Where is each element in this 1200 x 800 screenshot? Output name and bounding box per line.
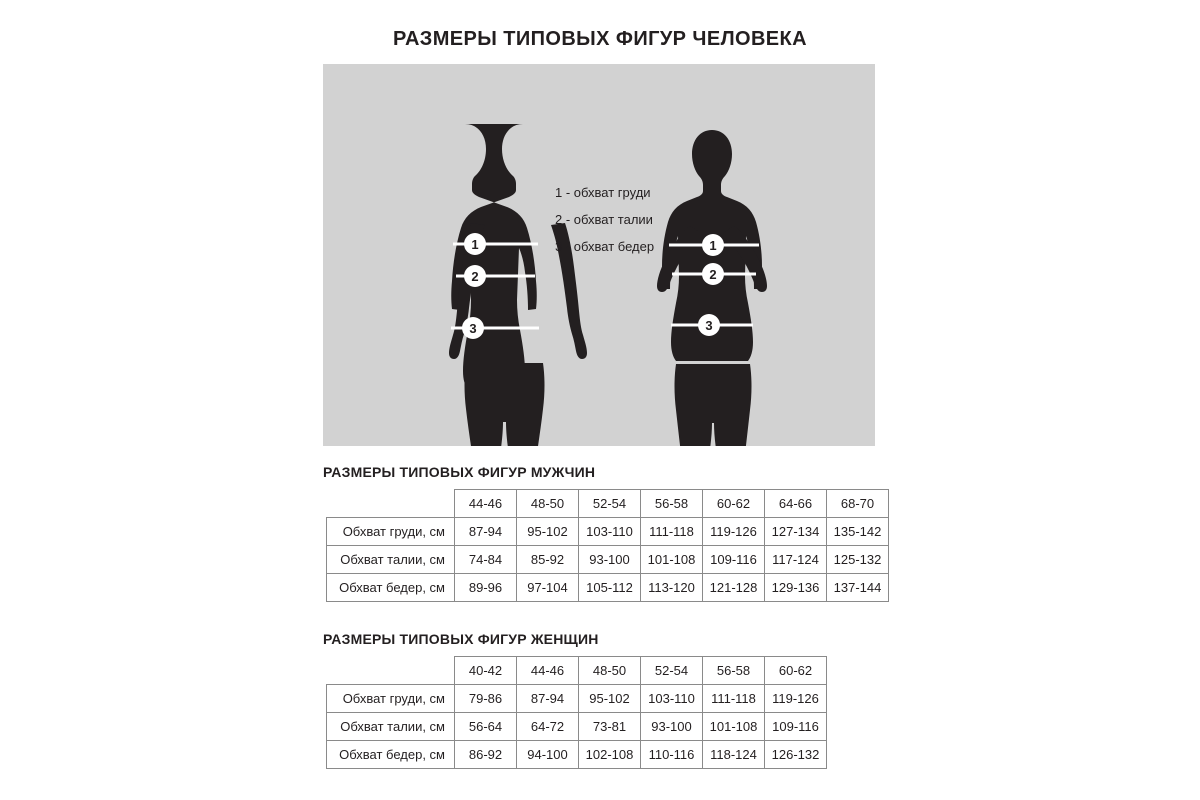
male-marker-1 [464,233,486,255]
table-row [327,518,889,546]
female-marker-2 [702,263,724,285]
svg-text:2: 2 [471,269,479,284]
table-cell: 135-142 [827,518,889,546]
men-size-table [326,489,889,602]
table-cell: 93-100 [579,546,641,574]
column-header: 52-54 [579,490,641,518]
column-header: 60-62 [703,490,765,518]
row-header: Обхват груди, см [327,518,455,546]
page-title: РАЗМЕРЫ ТИПОВЫХ ФИГУР ЧЕЛОВЕКА [392,28,807,50]
column-header: 64-66 [765,490,827,518]
figures-panel [323,64,875,446]
table-cell: 109-116 [765,713,827,741]
table-cell: 110-116 [641,741,703,769]
table-cell: 118-124 [703,741,765,769]
column-header: 48-50 [517,490,579,518]
female-figure-silhouette [657,130,767,446]
column-header: 68-70 [827,490,889,518]
table-row [327,546,889,574]
table-cell: 119-126 [703,518,765,546]
table-cell: 74-84 [455,546,517,574]
row-header: Обхват бедер, см [327,741,455,769]
table-cell: 86-92 [455,741,517,769]
table-row [327,574,889,602]
table-cell: 101-108 [641,546,703,574]
table-cell: 89-96 [455,574,517,602]
table-cell: 87-94 [455,518,517,546]
column-header: 56-58 [641,490,703,518]
table-cell: 119-126 [765,685,827,713]
row-header: Обхват груди, см [327,685,455,713]
table-header-row [327,657,827,685]
table-cell: 102-108 [579,741,641,769]
svg-text:3: 3 [705,318,713,333]
row-header: Обхват талии, см [327,546,455,574]
table-cell: 101-108 [703,713,765,741]
table-cell: 103-110 [641,685,703,713]
table-header-row [327,490,889,518]
column-header: 56-58 [703,657,765,685]
table-cell: 127-134 [765,518,827,546]
table-cell: 105-112 [579,574,641,602]
table-cell: 103-110 [579,518,641,546]
table-cell: 97-104 [517,574,579,602]
table-cell: 64-72 [517,713,579,741]
table-row [327,741,827,769]
table-corner-cell [327,490,455,518]
table-cell: 85-92 [517,546,579,574]
svg-text:3: 3 [469,321,477,336]
table-row [327,713,827,741]
table-cell: 87-94 [517,685,579,713]
table-cell: 109-116 [703,546,765,574]
table-cell: 111-118 [703,685,765,713]
table-cell: 93-100 [641,713,703,741]
svg-text:1: 1 [471,237,479,252]
svg-text:2: 2 [709,267,717,282]
legend-item-chest: 1 - обхват груди [555,185,651,200]
female-marker-1 [702,234,724,256]
measurement-legend [555,179,654,260]
female-marker-3 [698,314,720,336]
column-header: 48-50 [579,657,641,685]
legend-item-waist: 2 - обхват талии [555,212,653,227]
legend-item-hips: 3 - обхват бедер [555,239,655,254]
table-cell: 56-64 [455,713,517,741]
table-cell: 137-144 [827,574,889,602]
men-section-title: РАЗМЕРЫ ТИПОВЫХ ФИГУР МУЖЧИН [323,464,596,480]
male-marker-2 [464,265,486,287]
table-cell: 95-102 [579,685,641,713]
table-corner-cell [327,657,455,685]
table-cell: 121-128 [703,574,765,602]
row-header: Обхват талии, см [327,713,455,741]
women-section-title: РАЗМЕРЫ ТИПОВЫХ ФИГУР ЖЕНЩИН [323,631,599,647]
row-header: Обхват бедер, см [327,574,455,602]
table-cell: 94-100 [517,741,579,769]
table-cell: 129-136 [765,574,827,602]
table-cell: 73-81 [579,713,641,741]
column-header: 44-46 [517,657,579,685]
women-size-table [326,656,827,769]
column-header: 52-54 [641,657,703,685]
column-header: 40-42 [455,657,517,685]
column-header: 44-46 [455,490,517,518]
table-cell: 111-118 [641,518,703,546]
table-cell: 95-102 [517,518,579,546]
table-row [327,685,827,713]
column-header: 60-62 [765,657,827,685]
table-cell: 125-132 [827,546,889,574]
svg-text:1: 1 [709,238,717,253]
male-marker-3 [462,317,484,339]
table-cell: 126-132 [765,741,827,769]
table-cell: 79-86 [455,685,517,713]
table-cell: 117-124 [765,546,827,574]
table-cell: 113-120 [641,574,703,602]
